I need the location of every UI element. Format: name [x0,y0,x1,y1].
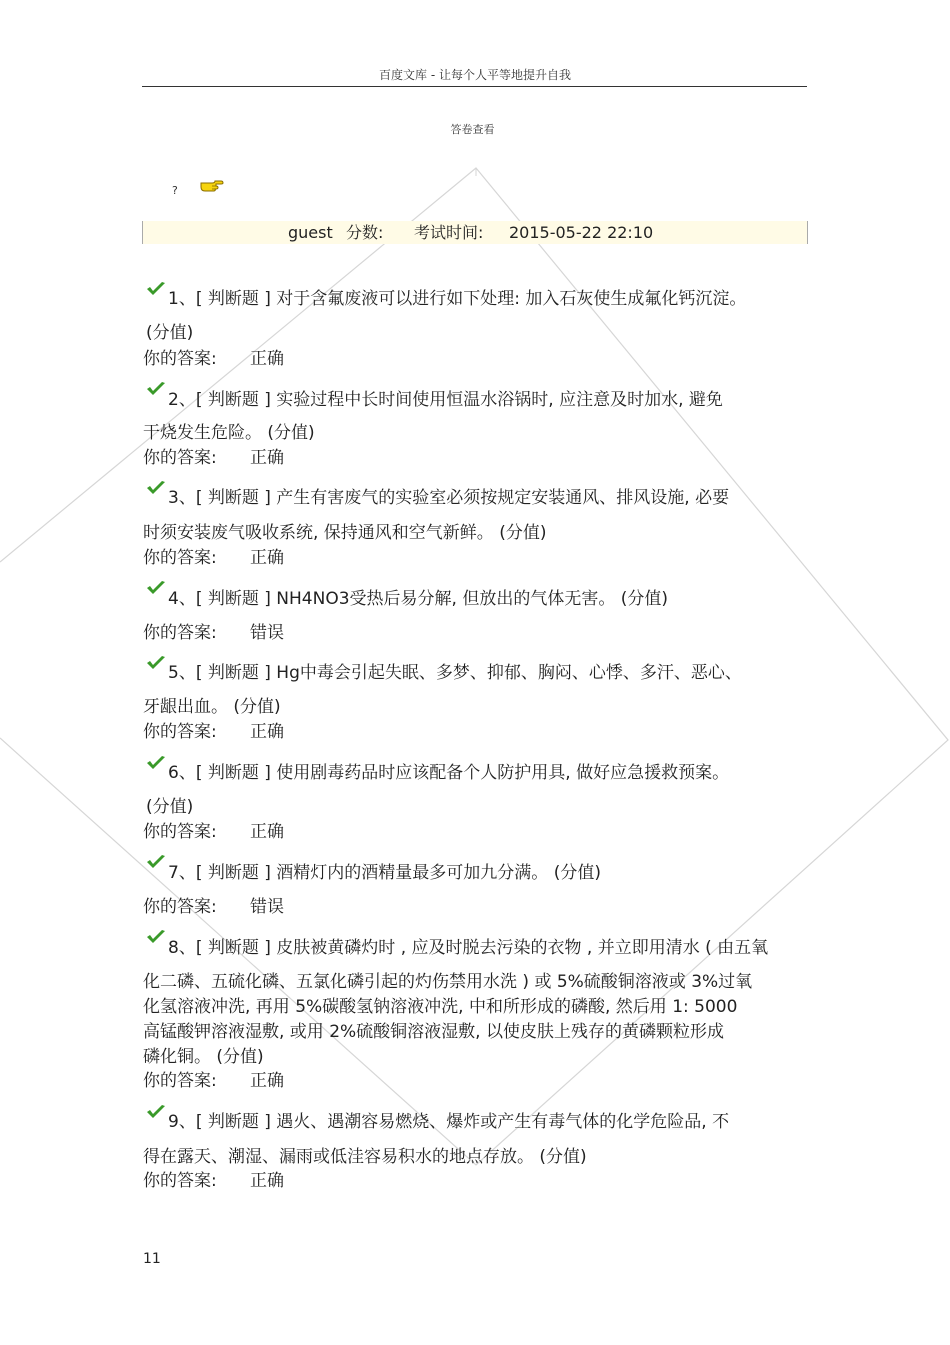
help-question-mark[interactable]: ? [172,184,178,197]
question-text: (分值) [146,797,194,817]
question-text: 牙龈出血。 (分值) [143,697,281,717]
check-icon [146,480,166,496]
answer-label: 你的答案: [143,548,217,568]
question-text: 5、[ 判断题 ] Hg中毒会引起失眠、多梦、抑郁、胸闷、心悸、多汗、恶心、 [168,663,742,683]
page-header: 百度文库 - 让每个人平等地提升自我 [379,68,571,82]
check-icon [146,580,166,596]
answer-label: 你的答案: [143,448,217,468]
exam-info-bar [142,221,808,244]
answer-label: 你的答案: [143,897,217,917]
header-divider [142,86,807,87]
score-label: 分数: [346,223,384,242]
page-number: 11 [143,1251,161,1267]
question-text: 9、[ 判断题 ] 遇火、遇潮容易燃烧、爆炸或产生有毒气体的化学危险品, 不 [168,1112,730,1132]
answer-value: 错误 [250,897,284,917]
exam-time-value: 2015-05-22 22:10 [509,223,654,242]
user-name: guest [288,223,333,242]
answer-value: 正确 [250,722,284,742]
question-text: 4、[ 判断题 ] NH4NO3受热后易分解, 但放出的气体无害。 (分值) [168,589,668,609]
answer-value: 正确 [250,822,284,842]
question-text: (分值) [146,323,194,343]
answer-value: 错误 [250,623,284,643]
question-text: 磷化铜。 (分值) [143,1047,264,1067]
check-icon [146,655,166,671]
question-text: 得在露天、潮湿、漏雨或低洼容易积水的地点存放。 (分值) [143,1147,587,1167]
pointing-hand-icon[interactable] [200,178,224,192]
question-text: 2、[ 判断题 ] 实验过程中长时间使用恒温水浴锅时, 应注意及时加水, 避免 [168,390,723,410]
answer-label: 你的答案: [143,349,217,369]
check-icon [146,929,166,945]
check-icon [146,755,166,771]
question-text: 化二磷、五硫化磷、五氯化磷引起的灼伤禁用水洗 ) 或 5%硫酸铜溶液或 3%过氧 [143,972,753,992]
check-icon [146,854,166,870]
check-icon [146,381,166,397]
answer-label: 你的答案: [143,722,217,742]
exam-time-label: 考试时间: [414,223,484,242]
answer-label: 你的答案: [143,1171,217,1191]
check-icon [146,1104,166,1120]
answer-label: 你的答案: [143,1071,217,1091]
question-text: 化氢溶液冲洗, 再用 5%碳酸氢钠溶液冲洗, 中和所形成的磷酸, 然后用 1: 5000 [143,997,738,1017]
question-text: 高锰酸钾溶液湿敷, 或用 2%硫酸铜溶液湿敷, 以使皮肤上残存的黄磷颗粒形成 [143,1022,724,1042]
answer-label: 你的答案: [143,822,217,842]
question-text: 8、[ 判断题 ] 皮肤被黄磷灼时 , 应及时脱去污染的衣物 , 并立即用清水 ( 由五氧 [168,938,769,958]
answer-value: 正确 [250,448,284,468]
question-text: 6、[ 判断题 ] 使用剧毒药品时应该配备个人防护用具, 做好应急援救预案。 [168,763,730,783]
check-icon [146,281,166,297]
answer-value: 正确 [250,349,284,369]
question-text: 时须安装废气吸收系统, 保持通风和空气新鲜。 (分值) [143,523,547,543]
answer-value: 正确 [250,1071,284,1091]
answer-label: 你的答案: [143,623,217,643]
answer-value: 正确 [250,548,284,568]
question-text: 3、[ 判断题 ] 产生有害废气的实验室必须按规定安装通风、排风设施, 必要 [168,488,730,508]
question-text: 1、[ 判断题 ] 对于含氟废液可以进行如下处理: 加入石灰使生成氟化钙沉淀。 [168,289,747,309]
question-text: 7、[ 判断题 ] 酒精灯内的酒精量最多可加九分满。 (分值) [168,863,601,883]
page-subtitle: 答卷查看 [450,123,495,136]
question-text: 干烧发生危险。 (分值) [143,423,315,443]
answer-value: 正确 [250,1171,284,1191]
